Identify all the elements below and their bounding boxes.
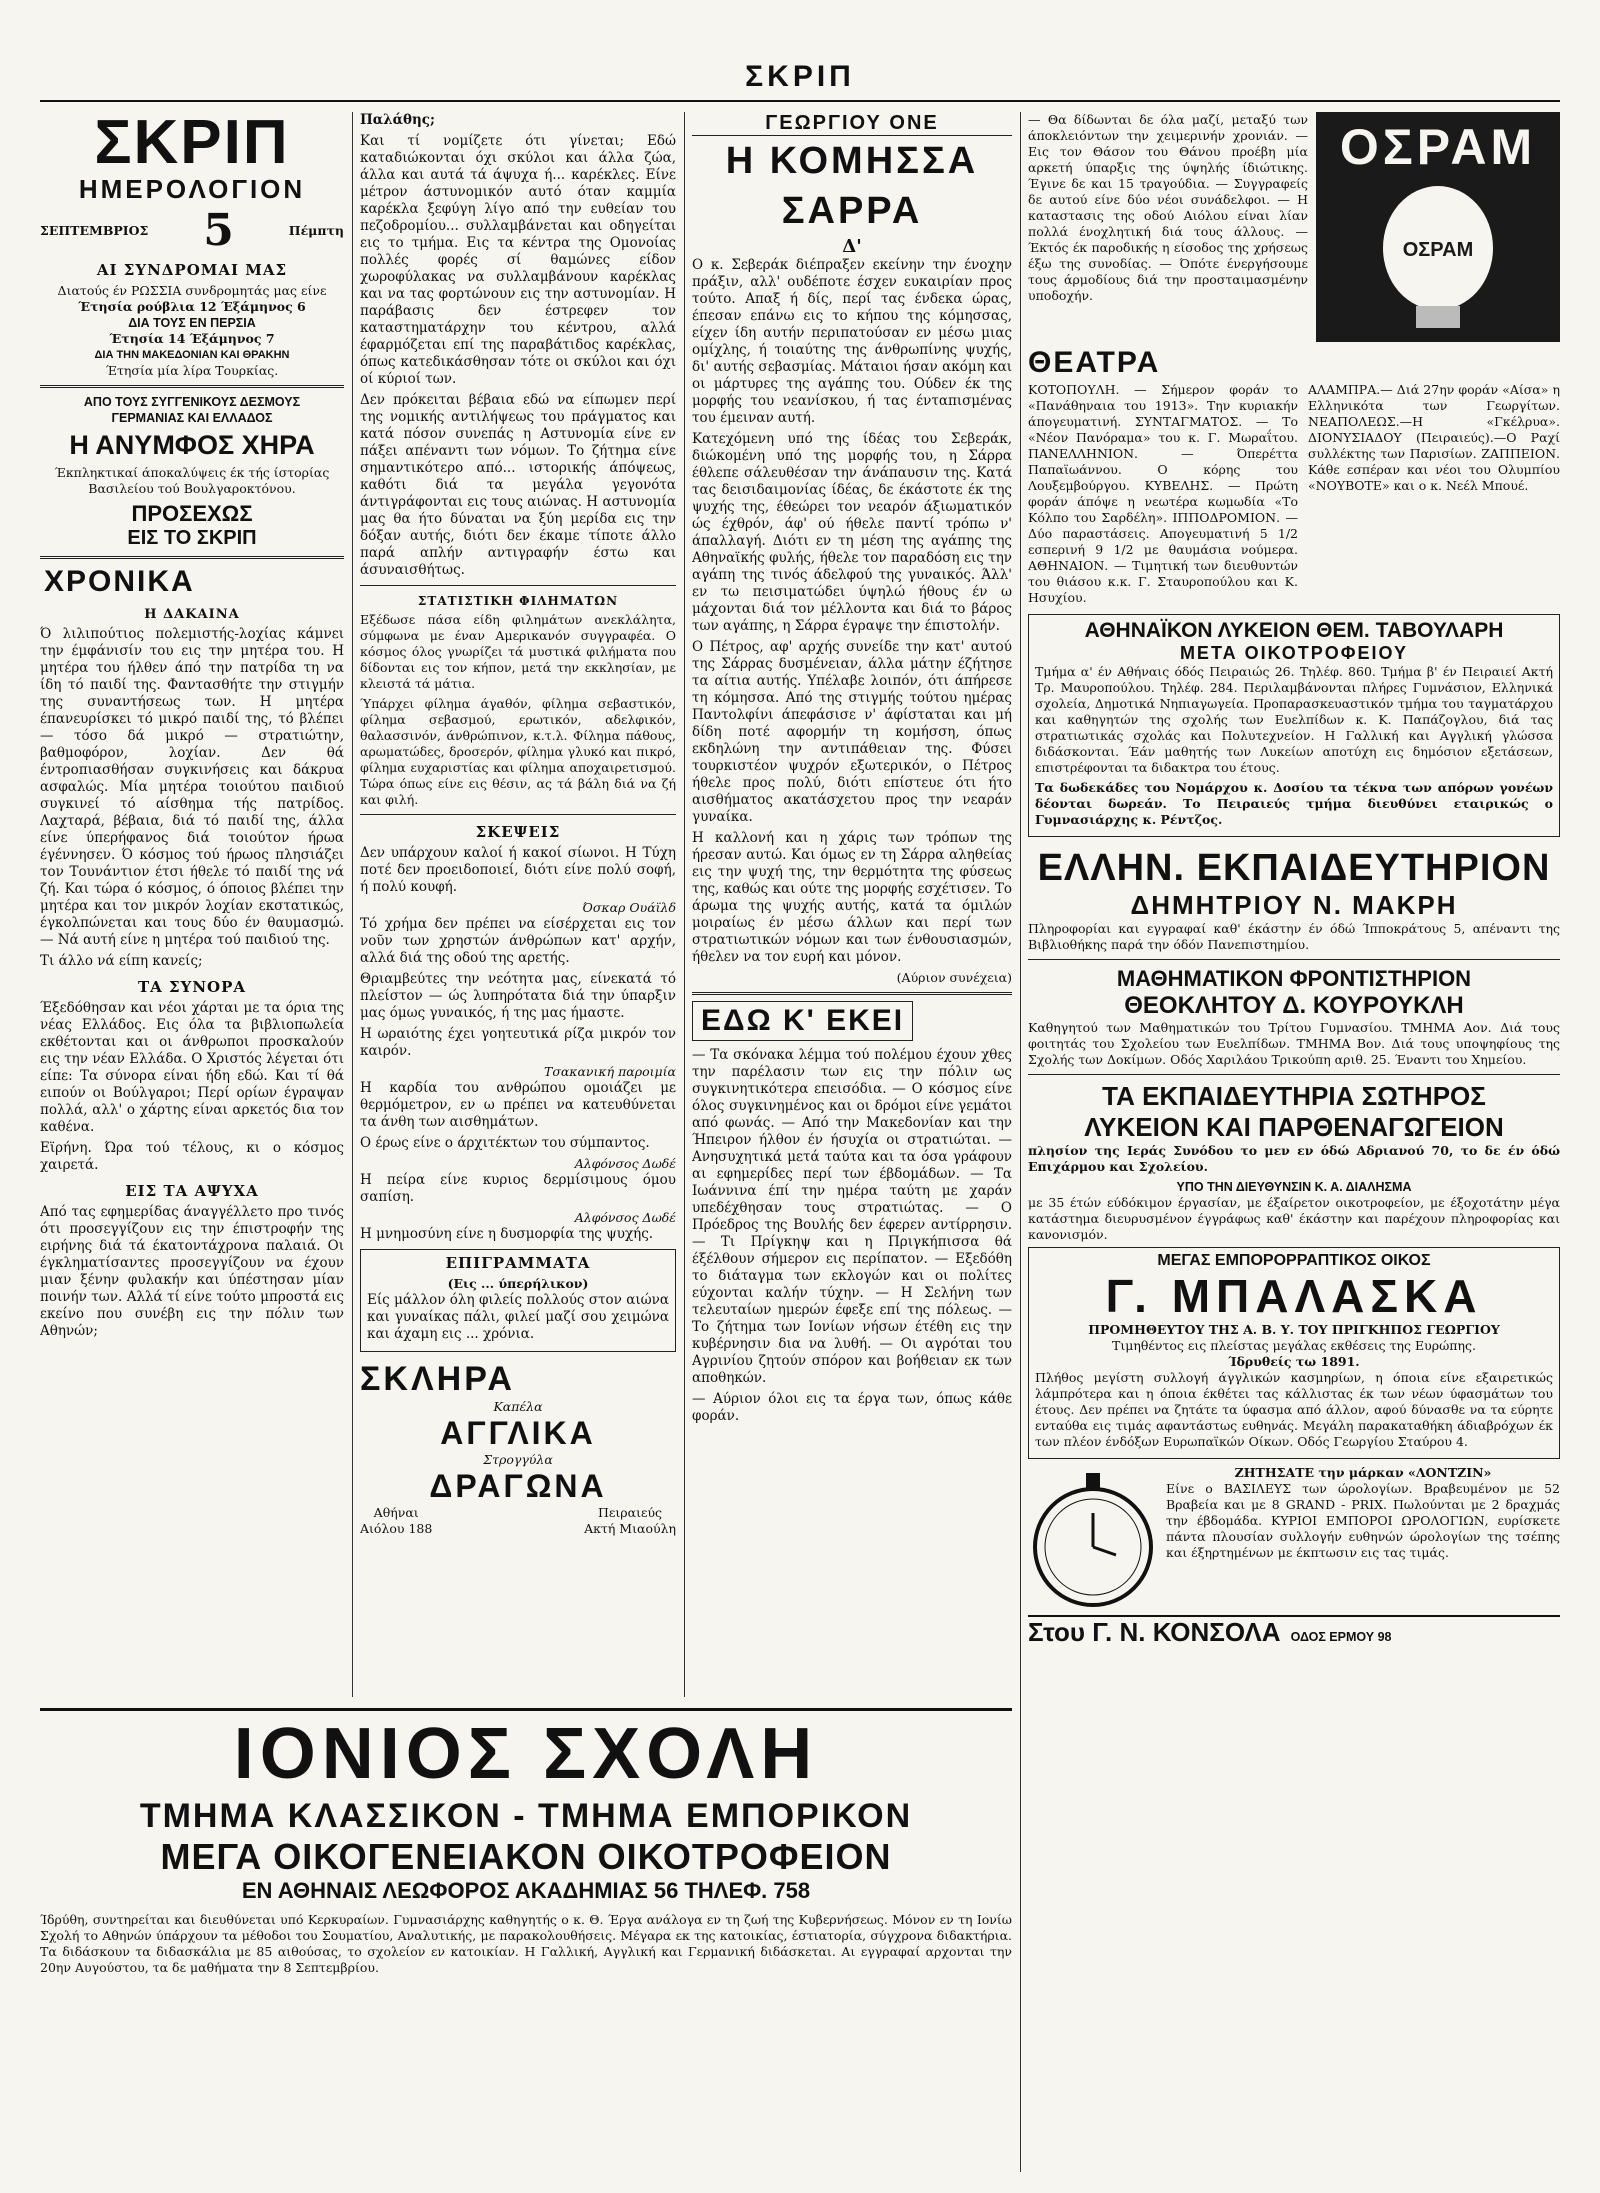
osram-ad — [1316, 112, 1560, 342]
lyceum-text: Τμήμα α' έν Αθήναις όδός Πειραιώς 26. Τηλέφ. 860. Τμήμα β' έν Πειραιεί Ακτή Τρ. Μαυροπούλου. Τηλέφ. 284. Περιλαμβάνονται πλήρες Γυμνάσιον, Ελληνικά σχολεία, Δημοτικά Νηπιαγωγεία. Προπαρασκευαστικόν τμήμα του ταγματάρχου και καθηγητών της σχολής των Ευελπίδων κ. Κ. Παπάζογλου, διά τας στρατιωτικάς σχολάς και Πολυτεχνείον. Η Γαλλική και Αγγλική γλώσσα διδάσκονται. Έάν μαθητής των Λυκείων αποτύχη εις δημόσιον εξετάσεων, επιστρέφονται τα διδακτρα του έτους. — [1035, 664, 1553, 775]
sotiros-director: ΥΠΟ ΤΗΝ ΔΙΕΥΘΥΝΣΙΝ Κ. Α. ΔΙΑΛΗΣΜΑ — [1176, 1180, 1412, 1194]
makri-text: Πληροφορίαι και εγγραφαί καθ' έκάστην έν όδώ Ίπποκράτους 5, απέναντι της Βιβλιοθήκης παρά την όδόν Πανεπιστημίου. — [1028, 921, 1560, 952]
rates-line-1: Διατούς έν ΡΩΣΣΙΑ συνδρομητάς μας είνε — [57, 283, 327, 298]
hats-ad-addresses — [360, 1505, 676, 1537]
synora-text: Έξεδόθησαν και νέοι χάρται με τα όρια της νέας Ελλάδος. Εις όλα τα βιβλιοπωλεία εκθέτονται και οι άνθρωποι προσκαλούν εις την νέαν Ελλάδα. Ο Χριστός λέγεται ότι είπε: Τα σύνορα είναι ήδη εδώ. Και τί θά ειπούν οι Βούλγαροι; Περί ορίων έγραψαν πολλά, αλλ' ο χάρτης είναι αρκετός δια τον καθένα. — [40, 1000, 344, 1135]
hats-ad-kapela: Καπέλα — [493, 1399, 543, 1414]
divider — [40, 385, 344, 388]
lyceum-subtitle: ΜΕΤΑ ΟΙΚΟΤΡΟΦΕΙΟΥ — [1179, 643, 1409, 663]
chronika-text: Ό λιλιπούτιος πολεμιστής-λοχίας κάμνει την έμφάνισίν του εις την μητέρα του. Η μητέρα του ήλθεν άπό την πατρίδα τη να ίδη τό παιδί της. Φαντασθήτε την στιγμήν της συναντήσεως των. Η μητέρα έπανευρίσκει τό μικρό παιδί της, τό βλέπει — τόσο δά μικρό — στρατιώτην, βαθμοφόρον, λοχίαν. Δεν θά έντροπιασθήσαν συγκινήσεις και δάκρυα ασφαλώς. Μία μητέρα τοιούτου παιδιού συγκινεί τό αίσθημα τής πατρίδος. Λαχταρά, βέβαια, διά τό παιδί της, άλλα είνε ύπερήφανος διά τοιούτον ήρωα έγέννησεν. Ό κόσμος τού ήρωος πλησιάζει τον Τουνάντιον έτσι ήθελε τό παιδί της νά ζή. Και τώρα ό κόσμος, ό όποιος βλέπει την μητέρα και τον μικρόν λοχίαν εκστατικώς, έγκολπώνεται και τους δύο έν θαυμασμώ. — Νά αυτή είνε η μητέρα τού παιδιού της. — [40, 626, 344, 948]
konsola-name: Στου Γ. Ν. ΚΟΝΣΟΛΑ — [1028, 1617, 1281, 1647]
ionios-title: ΙΟΝΙΟΣ ΣΧΟΛΗ — [233, 1714, 819, 1794]
sotiros-text: πλησίον της Ιεράς Συνόδου το μεν εν όδώ Αδριανού 70, το δε έν όδώ Επιχάρμου και Σχολείου. — [1028, 1143, 1560, 1174]
promo-line-2: ΓΕΡΜΑΝΙΑΣ ΚΑΙ ΕΛΛΑΔΟΣ — [111, 411, 273, 425]
hats-ad-street-1: Αιόλου 188 — [360, 1521, 433, 1536]
hats-ad-street-2: Ακτή Μιαούλη — [584, 1521, 676, 1536]
calendar-logo: ΣΚΡΙΠ — [94, 112, 290, 177]
synora-title: ΤΑ ΣΥΝΟΡΑ — [137, 978, 247, 996]
calendar-month: ΣΕΠΤΕΜΒΡΙΟΣ — [40, 223, 149, 238]
theatres — [1028, 382, 1560, 610]
stats-text: Εξέδωσε πάσα είδη φιλημάτων ανεκλάλητα, σύμφωνα με έναν Αμερικανόν συγγραφέα. Ο κόσμος όλος γνωρίζει τά μυστικά φιλήματα που δίδονται εις τον κήπον, μετά την εκκλησίαν, με κλειστά τά μάτια. — [360, 612, 676, 691]
pocket-watch-icon — [1028, 1465, 1158, 1615]
balaska-text: Πλήθος μεγίστη συλλογή άγγλικών κασμηρίων, η όποια είνε εξαιρετικώς λάμπρότερα και η όποια έκθέτει τας κάλλιστας έκ των νέων ύφασμάτων του έτους. Δεν πρέπει να ζητάτε τα ύφασμα από άλλον, αφού δύνασθε να τα εύρητε ενταύθα εις τιμάς αφαντάστως ευθηνάς. Μεγάλη παρακαταθήκη άδιαβρόχων έκ των πλέον ένδόξων Ευρωπαϊκών Οίκων. Οδός Γεωργίου Σταύρου 4. — [1035, 1370, 1553, 1449]
thought-6: Ο έρως είνε ο άρχιτέκτων του σύμπαντος. — [360, 1135, 650, 1151]
epigram-subtitle: (Εις ... ύπερήλικον) — [447, 1276, 589, 1291]
watch-ad — [1028, 1465, 1560, 1615]
thought-8: Η μνημοσύνη είνε η δυσμορφία της ψυχής. — [360, 1226, 654, 1242]
serial-text-3: Ο Πέτρος, αφ' αρχής συνείδε την κατ' αυτού της Σάρρας δυσμένειαν, άλλα μάτην έζήτησε τα αίτια αυτής. Υπέλαβε λοιπόν, ότι άπήρεσε τη κόμησσα. Από της στιγμής τούτου ημέρας Παντολφίνι άπεφάσισε ν' άφίσταται και μή δίδη ποτέ αφορμήν τη κομήσση, όπως εκδηλώνη την αντιπάθειαν της. Φύσει τουρκιστέον ψυχρόν εξωτερικόν, ο Πέτρος ήθελε προς πολύ, διότι επίστευε ότι ήτο αισθήματος ακατάσχετου προς την νεαράν γυναίκα. — [692, 639, 1012, 825]
article-text-1: Και τί νομίζετε ότι γίνεται; Εδώ καταδιώκονται όχι σκύλοι και άλλα ζώα, άλλα και αυτά τά άψυχα ή... καρέκλες. Είνε μέτρον άστυνομικόν αυτό όταν καμμία καρέκλα ξεφύγη λίγο από την ευθείαν του πεζοδρομίου... συλλαμβάνεται και οδηγείται εις το τμήμα. Εις τα κέντρα της Ομονοίας πολλές φορές σί θαμώνες είδον χωροφύλακας να συλλαμβάνουν καρέκλας και να τας φορτώνουν εις την αστυνομίαν. Η παράβασις δεν έστρεφεν τον καταστηματάρχην του κέντρου, αλλά έφαρμόζεται επί της παραβάτιδος καρέκλας, όπως κατεδικάσθησαν τότε οι σκύλοι και όχι οί κύριοί των. — [360, 133, 676, 387]
divider — [360, 585, 676, 586]
rates-title: ΑΙ ΣΥΝΔΡΟΜΑΙ ΜΑΣ — [96, 261, 288, 279]
chronika-subtitle: Η ΔΑΚΑΙΝΑ — [144, 607, 240, 622]
synora-quote: Εϊρήνη. Ώρα τού τέλους, κι ο κόσμος χαιρετά. — [40, 1140, 344, 1173]
column-4 — [1028, 112, 1560, 2172]
konsola-address: ΟΔΟΣ ΕΡΜΟΥ 98 — [1290, 1630, 1392, 1644]
hats-ad-anglika: ΑΓΓΛΙΚΑ — [440, 1415, 596, 1451]
thoughts-title: ΣΚΕΨΕΙΣ — [475, 823, 561, 841]
sotiros-subtitle: ΛΥΚΕΙΟΝ ΚΑΙ ΠΑΡΘΕΝΑΓΩΓΕΙΟΝ — [1084, 1112, 1504, 1142]
masthead-title: ΣΚΡΙΠ — [745, 60, 855, 93]
hats-ad-sklira: ΣΚΛΗΡΑ — [360, 1360, 515, 1398]
thought-7: Η πείρα είνε κυριος δερμίσιμους όμου σαπίση. — [360, 1172, 676, 1205]
lyceum-title: ΑΘΗΝΑΪΚΟΝ ΛΥΚΕΙΟΝ ΘΕΜ. ΤΑΒΟΥΛΑΡΗ — [1084, 619, 1504, 642]
epigram-text: Είς μάλλον όλη φιλείς πολλούς στον αιώνα και γυναίκας πάλι, φιλεί μαζί σου χειμώνα και άχαμη εις ... χρόνια. — [367, 1292, 669, 1342]
calendar-weekday: Πέμπτη — [288, 223, 344, 238]
frontistirio-subtitle: ΘΕΟΚΛΗΤΟΥ Δ. ΚΟΥΡΟΥΚΛΗ — [1124, 992, 1464, 1019]
masthead — [40, 60, 1560, 102]
balaska-ad — [1028, 1247, 1560, 1459]
chronika-end: Τι άλλο νά είπη κανείς; — [40, 953, 203, 969]
promo-line-1: ΑΠΟ ΤΟΥΣ ΣΥΓΓΕΝΙΚΟΥΣ ΔΕΣΜΟΥΣ — [83, 395, 301, 409]
makri-ad — [1028, 847, 1560, 953]
promo-in: ΕΙΣ ΤΟ ΣΚΡΙΠ — [127, 527, 257, 549]
divider — [1028, 959, 1560, 960]
hats-ad-city-2: Πειραιεύς — [598, 1505, 663, 1520]
thought-7-author: Αλφόνσος Δωδέ — [574, 1210, 676, 1225]
column-rule — [684, 112, 685, 1697]
epigram-title: ΕΠΙΓΡΑΜΜΑΤΑ — [445, 1254, 591, 1272]
balaska-founded: Ίδρυθείς τω 1891. — [1228, 1354, 1360, 1369]
makri-title: ΕΛΛΗΝ. ΕΚΠΑΙΔΕΥΤΗΡΙΟΝ — [1037, 847, 1551, 889]
sotiros-text-2: με 35 έτών εύδόκιμον έργασίαν, με έξαίρετον οικοτροφείον, με έξοχοτάτην μέγα κατάστημα διευρυσμένον έγγράφως καθ' έκάστην και παρέχουν πληροφορίας και κανονισμόν. — [1028, 1195, 1560, 1242]
promo-soon: ΠΡΟΣΕΧΩΣ — [131, 501, 253, 526]
hats-ad-city-1: Αθήναι — [373, 1505, 419, 1520]
edokeki-text: — Τα σκόνακα λέμμα τού πολέμου έχουν χθες την παρέλασιν των εις την πόλιν ως συγκινητικότερα επεισόδια. — Ο κόσμος είνε όλος συγκινημένος και οι δρόμοι είνε γεμάτοι από φωνάς. — Από την Μακεδονίαν και την Ήπειρον ήλθον έν ήσυχία οι στρατιώται. — Ανησυχητικά μετά ταύτα και τα όσα γράφουν αι εφημερίδες περί των έβδομάδων. — Τα Ιωάννινα έπί την ημέρα ταύτη με χαράν υπεδέχθησαν τους στρατιώτας. — Ο Πρόεδρος της Βουλής δεν έφερεν αντίρρησιν. — Τι Πρίγκηψ και η Πριγκήπισσα θά έξέλθουν σήμερον εις περίπατον. — Εξεδόθη το διάταγμα των εκλογών και οι πολίτες εύχονται καλήν τύχην. — Η Σελήνη των τελευταίων ημερών έφεξε επί της πόλεως. — Το ζήτημα των Ιονίων νήσων έτέθη εις την κυβέρνησιν δια να λυθή. — Οι αγρόται του Αγρινίου ζητούν σπόρον και βοήθειαν εκ των αποθηκών. — [692, 1047, 1012, 1386]
divider — [360, 814, 676, 815]
rates-line-3: ΔΙΑ ΤΟΥΣ ΕΝ ΠΕΡΣΙΑ — [128, 316, 256, 330]
watch-text-block — [1166, 1465, 1560, 1615]
serial-chapter: Δ' — [842, 236, 862, 257]
promo-text: Έκπληκτικαί άποκαλύψεις έκ τής ίστορίας Βασιλείου τού Βουλγαροκτόνου. — [54, 465, 330, 496]
divider — [40, 556, 344, 559]
stats-list: Ύπάρχει φίλημα άγαθόν, φίλημα σεβαστικόν, φίλημα σεβασμού, ερωτικόν, αδελφικόν, θαλασσινόν, άνθρώπινον, κ.τ.λ. Φίλημα πάθους, αρωματώδες, δροσερόν, φίλημα γλυκό και πικρό, φίλημα ευχαριστίας και φίλημα αποχαιρετισμού. Τώρα όπως είνε εις θέσιν, ας τά βάλη διά να ζή και φιλή. — [360, 696, 676, 807]
theatres-text: ΚΟΤΟΠΟΥΛΗ. — Σήμερον φοράν το «Πανάθηναια του 1913». Την κυριακήν άπογευματινή. ΣΥΝΤΑΓΜΑΤΟΣ. — Το «Νέον Πανόραμα» του κ. Γ. Μωραΐτου. ΠΑΝΕΛΛΗΝΙΟΝ. — Όπερέττα Παπαϊωάννου. Ο κόρης του Λουξεμβούργου. ΚΥΒΕΛΗΣ. — Πρώτη φοράν άπόψε η νεωτέρα κωμωδία «Το Κόλπο του Σαρδέλη». ΙΠΠΟΔΡΟΜΙΟΝ. — Δύο παραστάσεις. Απογευματινή 5 1/2 εσπερινή 9 1/2 με θαυμάσια νούμερα. ΑΘΗΝΑΙΟΝ. — Τιμητική των διευθυντών του θιάσου κ.κ. Γ. Σταυροπούλου και Κ. Ησυχίου. — [1028, 382, 1298, 605]
aspyxa-text: Από τας εφημερίδας άναγγέλλετο προ τινός ότι προσεγγίζουν εις την έπιστροφήν της ειρήνης διά τά έκατοντάχρονα παλαιά. Οι έγκληματίσαντες προσεγγίζουν να έχουν μιαν ξένην φυλακήν και ύπέστησαν μίαν ποινήν των. Αλλά τί είνε τούτο μπροστά εις εκείνο που συνέβη εις την πόλιν των Αθηνών; — [40, 1204, 344, 1339]
thought-4-author: Τσακανική παροιμία — [543, 1064, 676, 1079]
osram-lamp-label: ΟΣΡΑΜ — [1402, 239, 1474, 261]
thought-2: Τό χρήμα δεν πρέπει να είσέρχεται εις τον νοῦν των χρηστών άνθρώπων κατ' αρχήν, αλλά διά της οδού της αρετής. — [360, 916, 676, 966]
divider — [1028, 1074, 1560, 1075]
column-1 — [40, 112, 344, 1692]
thought-1-author: Όσκαρ Ουάϊλδ — [582, 900, 676, 915]
sotiros-ad — [1028, 1081, 1560, 1243]
news-briefs — [1028, 112, 1308, 342]
edokeki-title: ΕΔΩ Κ' ΕΚΕΙ — [692, 1001, 913, 1041]
promo-title: Η ΑΝΥΜΦΟΣ ΧΗΡΑ — [69, 430, 315, 460]
chronika-title: ΧΡΟΝΙΚΑ — [44, 565, 195, 598]
hats-ad-strogila: Στρογγύλα — [483, 1452, 553, 1467]
hats-ad-address-2 — [584, 1505, 676, 1537]
frontistirio-text: Καθηγητού των Μαθηματικών του Τρίτου Γυμνασίου. ΤΜΗΜΑ Αον. Διά τους φοιτητάς του Σχολείου των Ευελπίδων. ΤΜΗΜΑ Βον. Διά τους υποψηφίους της Σχολής των Δοκίμων. Οδός Χαριλάου Τρικούπη αριθ. 25. Έναντι του Χημείου. — [1028, 1020, 1560, 1067]
newspaper-page — [40, 60, 1560, 2180]
aspyxa-title: ΕΙΣ ΤΑ ΑΨΥΧΑ — [125, 1182, 259, 1200]
serial-text-2: Κατεχόμενη υπό της ίδέας του Σεβεράκ, διώκομένη υπό της μορφής του, η Σάρρα έθλεπε σάλευθέσαν την άνάπαυσιν της. Κατά τας δεισιδαιμονίας ίδέας, δε έκάστοτε έκ της ψυχής της, έθεώρει τον νεαρόν άξιωματικόν ώς έχθρόν, άφ' ού ήθελε παντί τρόπω ν' άπαλλαγή. Διότι εν τη μέση της αγάπης της Αθηναϊκής φυλής, ήθελε τον παραδόση εις την αγάπη της τινός άδελφού της γυναικός. Άλλ' εν τω πεισιματώδει ύψηλώ ήθους έν ω μάχονται διά τον μέλλοντα και διά το βάρος των αγάπης, η Σάρρα έγραψε την έπιστολήν. — [692, 431, 1012, 634]
konsola-bar — [1028, 1615, 1560, 1648]
thought-4: Η ωραιότης έχει γοητευτικά ρίζα μικρόν τον καιρόν. — [360, 1026, 676, 1059]
lyceum-note: Τα δωδεκάδες του Νομάρχου κ. Δοσίου τα τέκνα των απόρων γονέων δέονται δωρεάν. Το Πειραιεύς τμήμα διευθύνει εταιρικώς ο Γυμνασιάρχης κ. Ρέντζος. — [1035, 780, 1553, 827]
ionios-line-2: ΜΕΓΑ ΟΙΚΟΓΕΝΕΙΑΚΟΝ ΟΙΚΟΤΡΟΦΕΙΟΝ — [160, 1836, 892, 1877]
lyceum-ad — [1028, 614, 1560, 837]
column-rule — [1020, 112, 1021, 2172]
rates-line-2: Έτησία ρούβλια 12 Έξάμηνος 6 — [78, 299, 306, 314]
rates-line-4: Έτησία 14 Έξάμηνος 7 — [109, 331, 275, 346]
rates-line-5: ΔΙΑ ΤΗΝ ΜΑΚΕΔΟΝΙΑΝ ΚΑΙ ΘΡΑΚΗΝ — [94, 349, 290, 361]
frontistirio-title: ΜΑΘΗΜΑΤΙΚΟΝ ΦΡΟΝΤΙΣΤΗΡΙΟΝ — [1116, 966, 1472, 991]
balaska-title: Γ. ΜΠΑΛΑΣΚΑ — [1105, 1270, 1483, 1322]
serial-continued: (Αύριον συνέχεια) — [896, 970, 1012, 985]
ionios-text: Ίδρύθη, συντηρείται και διευθύνεται υπό Κερκυραίων. Γυμνασιάρχης καθηγητής ο κ. Θ. Έργα ανάλογα εν τη ζωή της Κυβερνήσεως. Μόνον εν τη Ιονίω Σχολή το Αθηνών ύπάρχουν τα μέθοδοι του Σουματίου, Αναλυτικής, με παρακολουθήσεις. Μέγαρα εκ της κατοικίας, έστιατορία, σύγχρονα διδακτήρια. Τα διδάσκουν τα διδασκάλια με 85 αιθούσας, το σχολείον εν κατοικίαν. Η Γαλλική, Αγγλική και Γερμανική διδάσκεται. Αι εγγραφαί αρχονται την 20ην Αυγούστου, τα δε μαθήματα την 8 Σεπτεμβρίου. — [40, 1912, 1012, 1975]
ionios-line-1: ΤΜΗΜΑ ΚΛΑΣΣΙΚΟΝ - ΤΜΗΜΑ ΕΜΠΟΡΙΚΟΝ — [139, 1797, 913, 1835]
ionios-ad — [40, 1708, 1012, 2151]
column-2 — [360, 112, 676, 1692]
watch-text: Είνε ο ΒΑΣΙΛΕΥΣ των ώρολογίων. Βραβευμένον με 52 Βραβεία και με 8 GRAND - PRIX. Πωλούνται με 2 δραχμάς την έβδομάδα. ΚΥΡΙΟΙ ΕΜΠΟΡΟΙ ΩΡΟΛΟΓΙΩΝ, ευρίσκετε πάντα πλουσίαν συλλογήν ευθηνών ώρολογίων της τσέπης και έξηρτημένων με έκπτωσιν εις τας τιμάς. — [1166, 1481, 1560, 1560]
rates-line-6: Έτησία μία λίρα Τουρκίας. — [105, 363, 279, 378]
balaska-top: ΜΕΓΑΣ ΕΜΠΟΡΟΡΡΑΠΤΙΚΟΣ ΟΙΚΟΣ — [1157, 1252, 1431, 1269]
calendar-day: 5 — [203, 205, 234, 256]
divider — [692, 992, 1012, 995]
hats-ad-dragona: ΔΡΑΓΩΝΑ — [429, 1468, 607, 1504]
serial-author: ΓΕΩΡΓΙΟΥ ΟΝΕ — [692, 112, 1012, 136]
serial-text-1: Ο κ. Σεβεράκ διέπραξεν εκείνην την ένοχην πράξιν, αλλ' ουδέποτε έσχεν ευκαιρίαν προς τούτο. Απαξ ή δίς, περί τας ένδεκα ώρας, έπεσαν επάνω εις το κήπου της κόμησσας, είχεν ίδη αυτήν περιπατούσαν εν μέσω μιας ομίχλης, ή τοιαύτης της άνθρωπίνης ψυχής, δι' αυτής σεβασμίας. Μάταιοι ήσαν ακόμη και οι μάρτυρες της αγάπης του. Ούδεν έκ της μορφής του νεανίσκου, ή τας ένταπισμένας του έμειναν αυτή. — [692, 257, 1012, 426]
hats-ad — [360, 1360, 676, 1537]
calendar-date — [40, 205, 344, 256]
frontistirio-ad — [1028, 966, 1560, 1068]
column-rule — [352, 112, 353, 1697]
article-intro: Παλάθης; — [360, 112, 436, 128]
thought-5: Η καρδία του ανθρώπου ομοιάζει με θερμόμετρον, εν ω πρέπει να κατευθύνεται τα άνθη των αισθημάτων. — [360, 1080, 676, 1130]
article-text-2: Δεν πρόκειται βέβαια εδώ να είπωμεν περί της νομικής αντιλήψεως του πράγματος και κατά πόσον συνεπάς η Αστυνομία είνε εν πάξει απέναντι των νόμων. Το ζήτημα είνε σημαντικότερο από... ιστορικής άπόψεως, καθότι διά τα μεγάλα γεγονότα άντιγράφονται εις τους αιώνας. Η αστυνομία μας θα ήτο δύναται να ξύη μερίδα εις την δόξαν αυτής, διότι δεν έκαμε τίποτε άλλο παρά απλήν αντιγραφήν έστω και άσυναισθήτως. — [360, 392, 676, 578]
news-briefs-text: — Θα δίδωνται δε όλα μαζί, μεταξύ των άποκλειόντων την χειμερινήν χρονιάν. — Εις τον Θάσον του Θάνου προέβη μία αρκετή ύπαρξις της ύψηλής ίδιώτικης. Έγινε δε και 15 τραγούδια. — Συγγραφείς δε αυτού είνε δύο νέοι συνάδελφοι. — Η καταστασις της οδού Αιόλου είναι λίαν πολλά ένοχλητική διά τους άλλους. — Έκτός έκ παροδικής η είσοδος της χρήσεως έξω της συνοδίας. — Όπότε ένεργήσουμε τους άρμοδίους διά την προσταιμασμένην υποδοχήν. — [1028, 112, 1308, 303]
epigram-box — [360, 1249, 676, 1352]
theatres-text-right: ΑΛΑΜΠΡΑ.— Διά 27ην φοράν «Αίσα» η Ελληνικότα των Γεωργίτων. ΝΕΑΠΟΛΕΩΣ.—Η «Γκέλρυα». ΔΙΟΝΥΣΙΑΔΟΥ (Πειραιεύς).—Ο Ραχί συλλέκτης των Παρισίων. ΖΑΠΠΕΙΟΝ. Κάθε εσπέραν και νέοι του Ολυμπίου «ΝΟΥΒΟΤΕ» και ο κ. Νεέλ Μπουέ. — [1308, 382, 1560, 493]
balaska-subtitle: ΠΡΟΜΗΘΕΥΤΟΥ ΤΗΣ Α. Β. Υ. ΤΟΥ ΠΡΙΓΚΗΠΟΣ ΓΕΩΡΓΙΟΥ — [1088, 1322, 1500, 1337]
news-and-osram — [1028, 112, 1560, 342]
hats-ad-address-1 — [360, 1505, 432, 1537]
ionios-line-3: ΕΝ ΑΘΗΝΑΙΣ ΛΕΩΦΟΡΟΣ ΑΚΑΔΗΜΙΑΣ 56 ΤΗΛΕΦ. 758 — [241, 1878, 811, 1903]
watch-title: ΖΗΤΗΣΑΤΕ την μάρκαν «ΛΟΝΤΖΙΝ» — [1234, 1465, 1492, 1480]
stats-title: ΣΤΑΤΙΣΤΙΚΗ ΦΙΛΗΜΑΤΩΝ — [417, 594, 619, 608]
thought-6-author: Αλφόνσος Δωδέ — [574, 1156, 676, 1171]
calendar-title: ΗΜΕΡΟΛΟΓΙΟΝ — [78, 174, 306, 204]
thought-1: Δεν υπάρχουν καλοί ή κακοί σίωνοι. Η Τύχη ποτέ δεν προειδοποιεί, διότι είνε πολύ σοφή, ή πολύ κουφή. — [360, 845, 676, 895]
light-bulb-icon — [1316, 178, 1560, 338]
theatres-title: ΘΕΑΤΡΑ — [1028, 346, 1161, 379]
thought-3: Θριαμβεύτες την νεότητα μας, είνεκατά τό πλείστον — ώς λυπηρότατα διά την ύπαρξιν μας όμως γυναικός, ή της μας ήμαστε. — [360, 971, 676, 1021]
edokeki-end: — Αύριον όλοι εις τα έργα των, όπως κάθε φοράν. — [692, 1391, 1012, 1424]
osram-brand: ΟΣΡΑΜ — [1339, 119, 1537, 175]
sotiros-title: ΤΑ ΕΚΠΑΙΔΕΥΤΗΡΙΑ ΣΩΤΗΡΟΣ — [1102, 1081, 1486, 1111]
makri-subtitle: ΔΗΜΗΤΡΙΟΥ Ν. ΜΑΚΡΗ — [1130, 890, 1458, 920]
column-3 — [692, 112, 1012, 1692]
balaska-awards: Τιμηθέντος εις πλείστας μεγάλας εκθέσεις της Ευρώπης. — [1112, 1338, 1476, 1353]
serial-title: Η ΚΟΜΗΣΣΑ ΣΑΡΡΑ — [725, 140, 979, 232]
serial-text-4: Η καλλονή και η χάρις των τρόπων της ήρεσαν αυτώ. Και όμως εν τη Σάρρα αληθείας εις την ψυχή της, την θερμότητα της φύσεως της, καθώς και ούτε της μορφής εσχέτισεν. Το άρωμα της ψυχής αυτής, κατά τα όμιλών μοιραίως έν μέσω άλλων και περί των στρατιωτικών νόμων και των ένθουσιασμών, ήθελεν να τον ευρή και μόνον. — [692, 830, 1012, 965]
